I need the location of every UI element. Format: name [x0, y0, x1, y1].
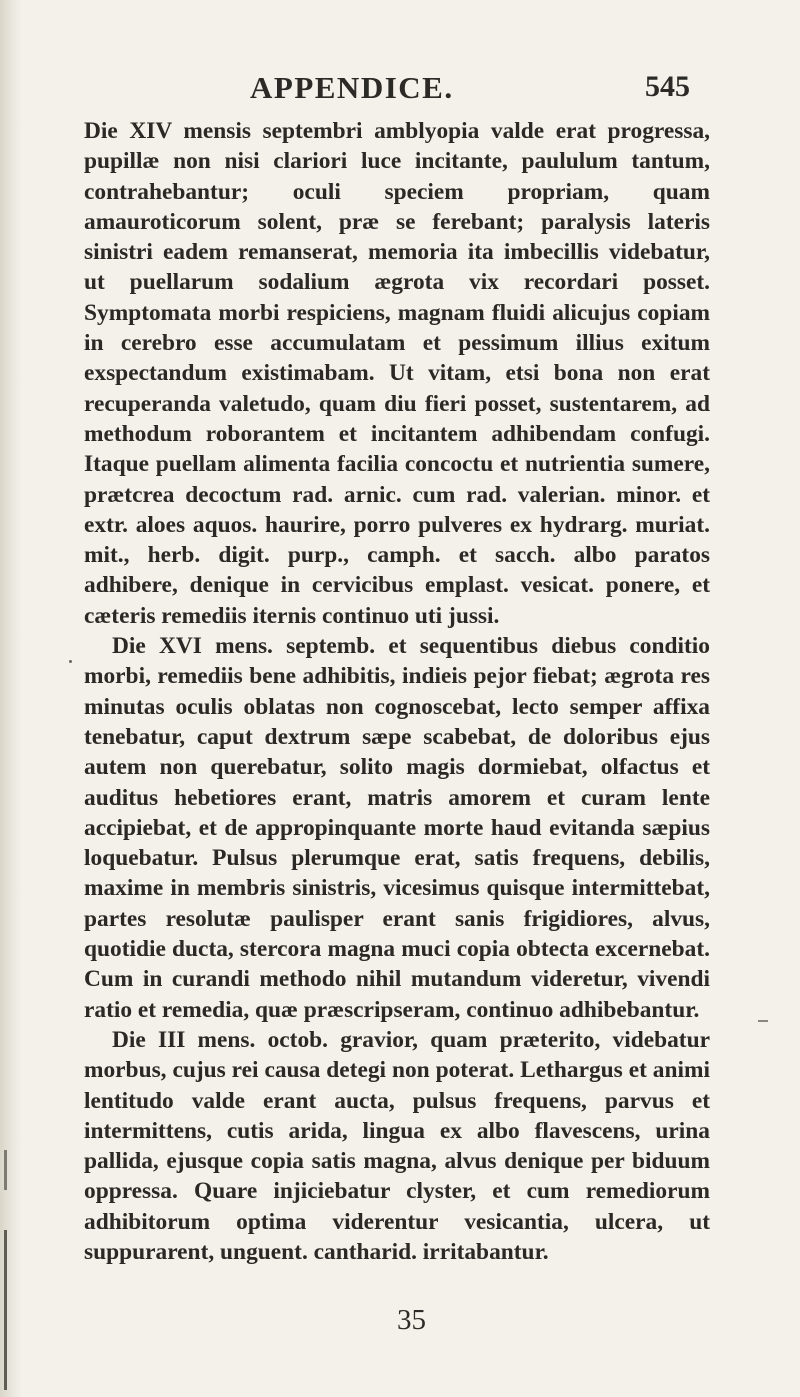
- paragraph-die-iii: Die III mens. octob. gravior, quam præterito, videbatur morbus, cujus rei causa detegi non poterat. Lethargus et animi lentitudo valde erant aucta, pulsus frequens, parvus et intermittens, cutis arida, lingua ex albo flavescens, urina pallida, ejusque copia satis magna, alvus denique per biduum oppressa. Quare injiciebatur clyster, et cum remediorum adhibitorum optima viderentur vesicantia, ulcera, ut suppurarent, unguent. cantharid. irritabantur.: [84, 1026, 710, 1265]
- scan-artifact-mark: [4, 1230, 7, 1390]
- page-number: 545: [645, 70, 690, 103]
- paragraph-die-xvi: Die XVI mens. septemb. et sequentibus diebus conditio morbi, remediis bene adhibitis, indieis pejor fiebat; ægrota res minutas oculis oblatas non cognoscebat, lecto semper affixa tenebatur, caput dextrum sæpe scabebat, de doloribus ejus autem non querebatur, solito magis dormiebat, olfactus et auditus hebetiores erant, matris amorem et curam lente accipiebat, et de appropinquante morte haud evitanda sæpius loquebatur. Pulsus plerumque erat, satis frequens, debilis, maxime in membris sinistris, vicesimus quisque intermittebat, partes resolutæ paulisper erant sanis frigidiores, alvus, quotidie ducta, stercora magna muci copia obtecta excernebat. Cum in curandi methodo nihil mutandum videretur, vivendi ratio et remedia, quæ præscripseram, continuo adhibebantur.: [84, 633, 710, 1023]
- running-title: APPENDICE.: [250, 70, 454, 105]
- signature-mark: 35: [397, 1304, 426, 1336]
- scan-speck: [758, 1020, 768, 1022]
- scan-speck: [69, 660, 72, 663]
- scan-artifact-mark: [4, 1150, 7, 1190]
- page-header: [250, 70, 690, 110]
- paragraph-die-xiv: Die XIV mensis septembri amblyopia valde erat progressa, pupillæ non nisi clariori luce incitante, paululum tantum, contrahebantur; oculi speciem propriam, quam amauroticorum solent, præ se ferebant; paralysis lateris sinistri eadem remanserat, memoria ita imbecillis videbatur, ut puellarum sodalium ægrota vix recordari posset. Symptomata morbi respiciens, magnam fluidi alicujus copiam in cerebro esse accumulatam et pessimum illius exitum exspectandum existimabam. Ut vitam, etsi bona non erat recuperanda valetudo, quam diu fieri posset, sustentarem, ad methodum roborantem et incitantem adhibendam confugi. Itaque puellam alimenta facilia concoctu et nutrientia sumere, prætcrea decoctum rad. arnic. cum rad. valerian. minor. et extr. aloes aquos. haurire, porro pulveres ex hydrarg. muriat. mit., herb. digit. purp., camph. et sacch. albo paratos adhibere, denique in cervicibus emplast. vesicat. ponere, et cæteris remediis iternis continuo uti jussi.: [84, 118, 710, 629]
- body-text: [84, 116, 710, 1267]
